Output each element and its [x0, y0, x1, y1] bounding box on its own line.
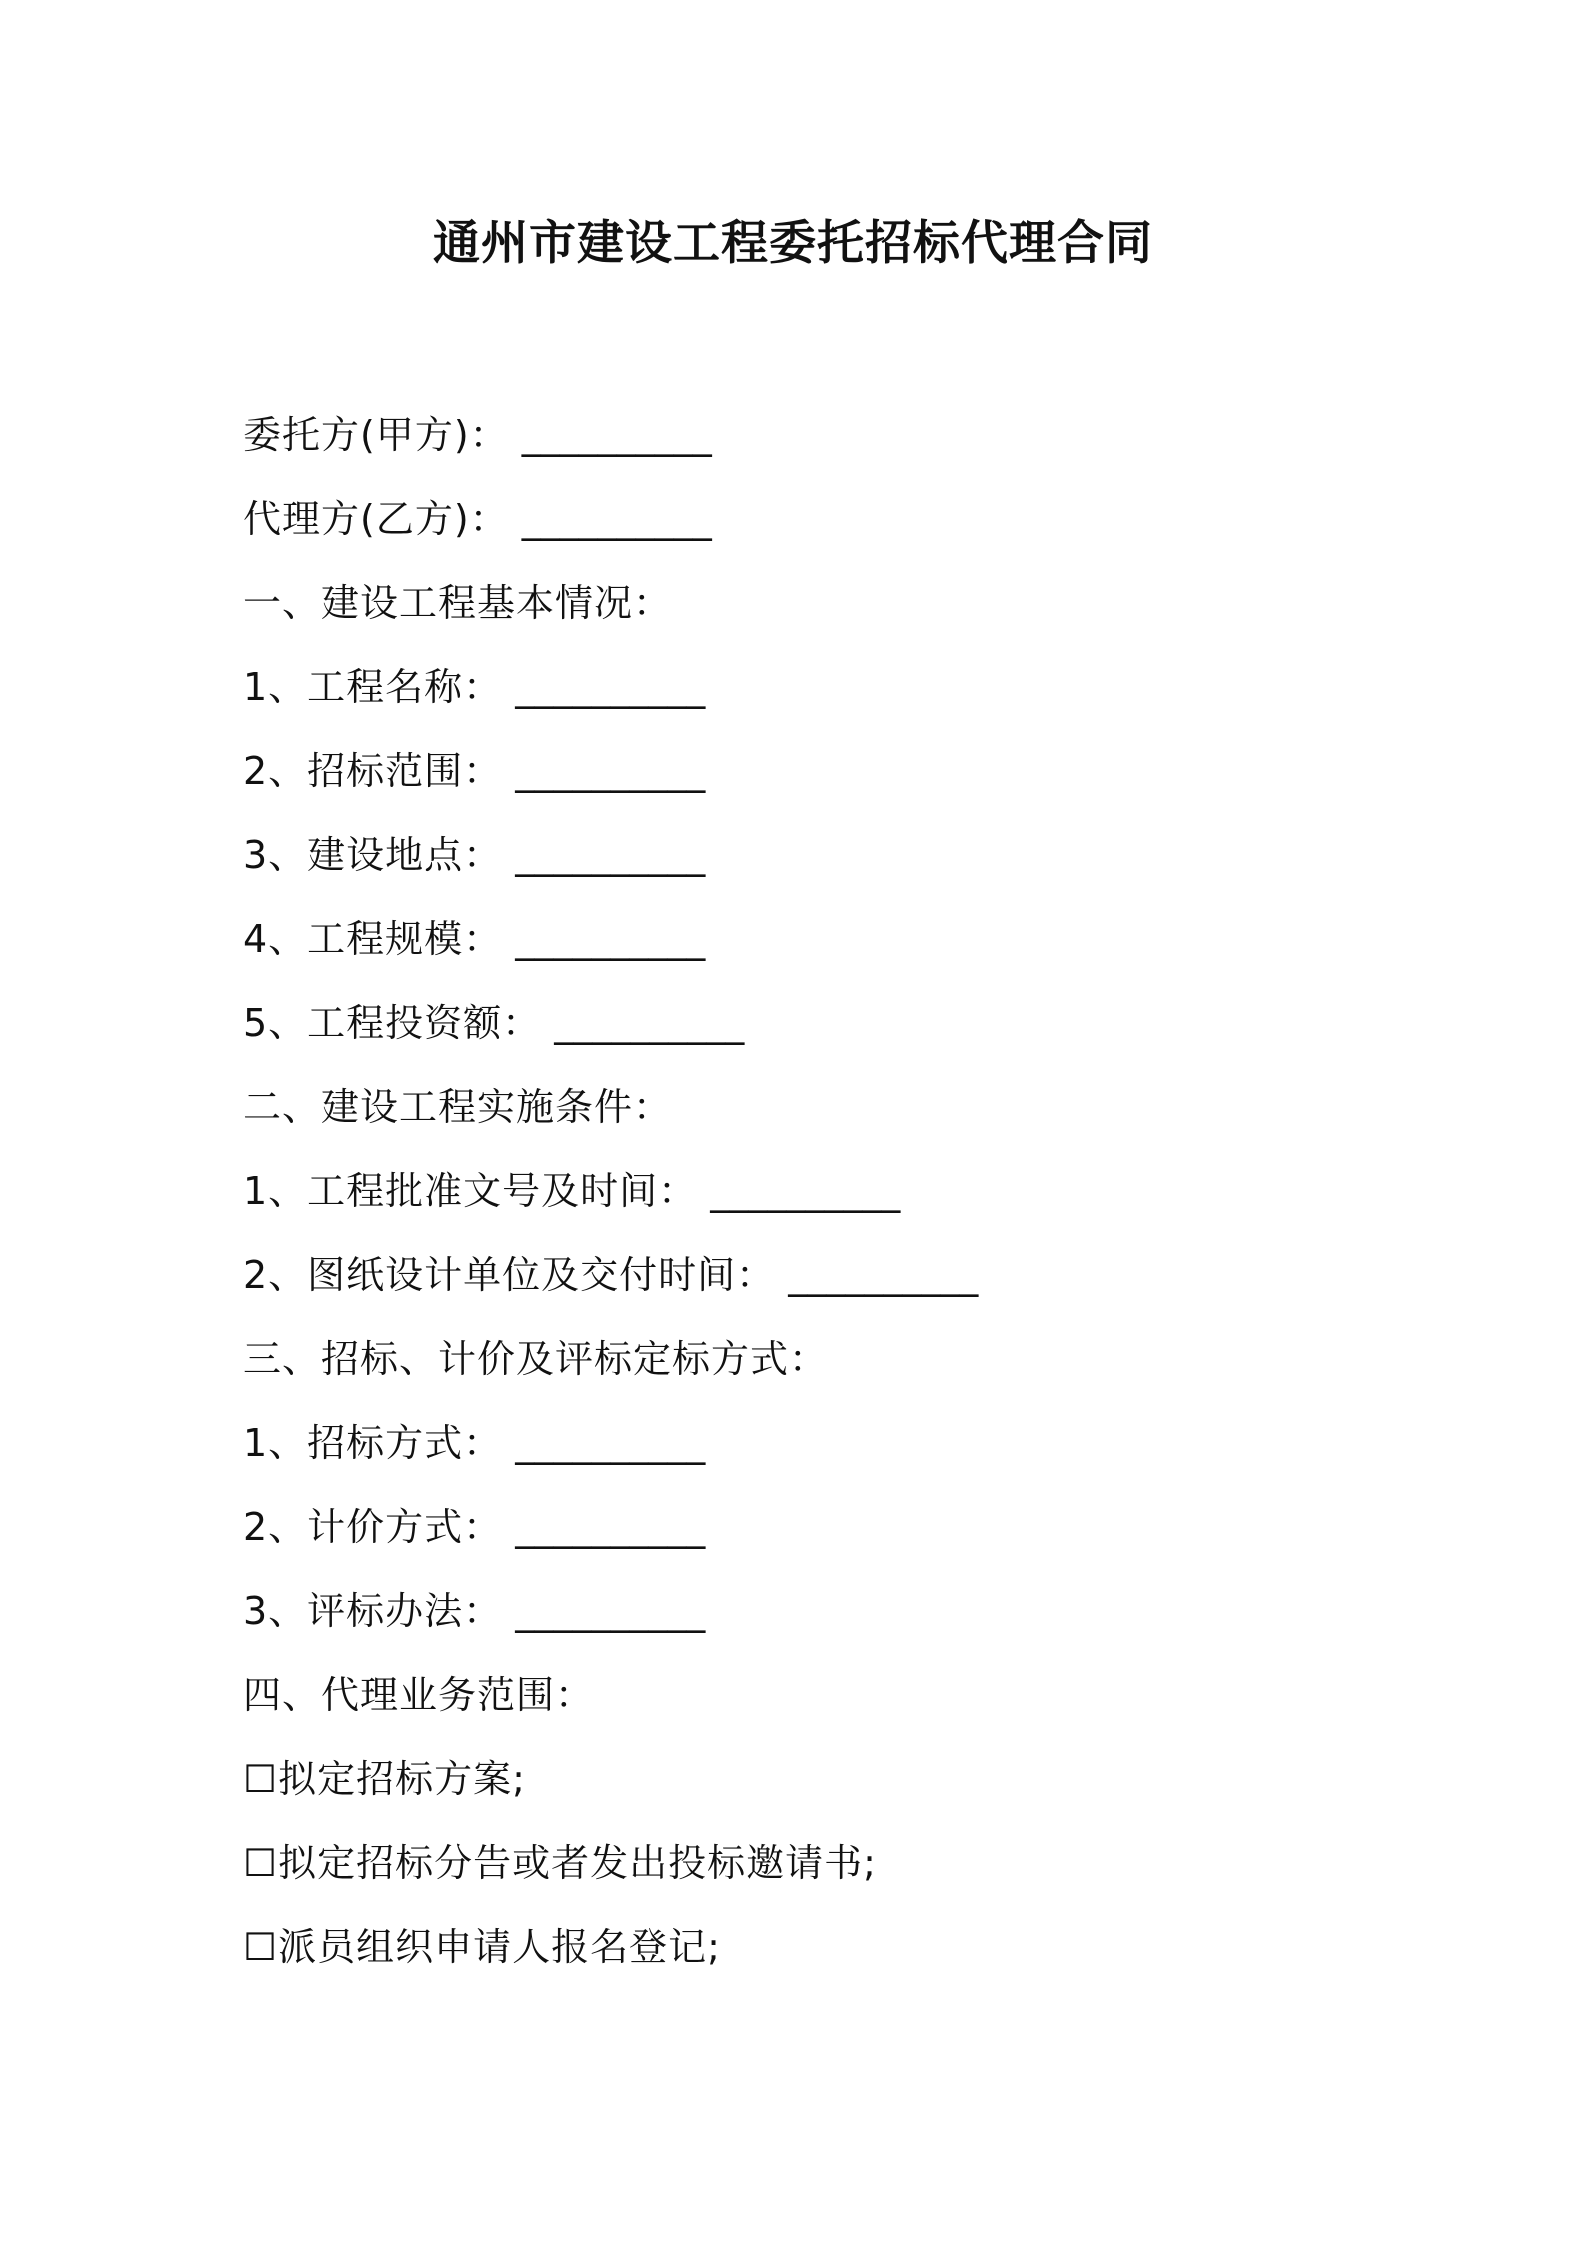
- bid-method-label: 1、招标方式：: [243, 1421, 503, 1465]
- bid-scope-blank: __________: [515, 749, 706, 793]
- party-a-blank: __________: [521, 413, 712, 457]
- design-unit-blank: __________: [788, 1253, 979, 1297]
- scope-item-bid-notice-label: 拟定招标分告或者发出投标邀请书;: [278, 1841, 877, 1885]
- party-a-label: 委托方(甲方)：: [243, 413, 509, 457]
- project-scale-label: 4、工程规模：: [243, 917, 503, 961]
- design-unit-line: [243, 1247, 1443, 1331]
- section-2-heading: 二、建设工程实施条件：: [243, 1085, 673, 1129]
- project-name-line: [243, 659, 1443, 743]
- project-name-blank: __________: [515, 665, 706, 709]
- bid-scope-line: [243, 743, 1443, 827]
- scope-item-bid-plan: [243, 1751, 1443, 1835]
- party-b-label: 代理方(乙方)：: [243, 497, 509, 541]
- investment-amount-blank: __________: [554, 1001, 745, 1045]
- evaluation-method-blank: __________: [515, 1589, 706, 1633]
- evaluation-method-label: 3、评标办法：: [243, 1589, 503, 1633]
- pricing-method-label: 2、计价方式：: [243, 1505, 503, 1549]
- project-scale-line: [243, 911, 1443, 995]
- approval-number-label: 1、工程批准文号及时间：: [243, 1169, 698, 1213]
- approval-number-line: [243, 1163, 1443, 1247]
- evaluation-method-line: [243, 1583, 1443, 1667]
- section-4-heading: 四、代理业务范围：: [243, 1673, 595, 1717]
- project-name-label: 1、工程名称：: [243, 665, 503, 709]
- contract-body: [243, 407, 1443, 2003]
- document-title: 通州市建设工程委托招标代理合同: [433, 216, 1153, 271]
- party-b-line: [243, 491, 1443, 575]
- party-b-blank: __________: [521, 497, 712, 541]
- bid-method-line: [243, 1415, 1443, 1499]
- investment-amount-line: [243, 995, 1443, 1079]
- checkbox-icon[interactable]: ☐: [243, 1757, 279, 1801]
- scope-item-bid-plan-label: 拟定招标方案;: [278, 1757, 526, 1801]
- approval-number-blank: __________: [710, 1169, 901, 1213]
- section-3-heading: 三、招标、计价及评标定标方式：: [243, 1337, 829, 1381]
- scope-item-bid-notice: [243, 1835, 1443, 1919]
- site-location-label: 3、建设地点：: [243, 833, 503, 877]
- scope-item-registration: [243, 1919, 1443, 2003]
- party-a-line: [243, 407, 1443, 491]
- bid-method-blank: __________: [515, 1421, 706, 1465]
- investment-amount-label: 5、工程投资额：: [243, 1001, 542, 1045]
- pricing-method-line: [243, 1499, 1443, 1583]
- bid-scope-label: 2、招标范围：: [243, 749, 503, 793]
- project-scale-blank: __________: [515, 917, 706, 961]
- site-location-line: [243, 827, 1443, 911]
- design-unit-label: 2、图纸设计单位及交付时间：: [243, 1253, 776, 1297]
- checkbox-icon[interactable]: ☐: [243, 1925, 279, 1969]
- pricing-method-blank: __________: [515, 1505, 706, 1549]
- checkbox-icon[interactable]: ☐: [243, 1841, 279, 1885]
- site-location-blank: __________: [515, 833, 706, 877]
- scope-item-registration-label: 派员组织申请人报名登记;: [278, 1925, 721, 1969]
- section-1-heading: 一、建设工程基本情况：: [243, 581, 673, 625]
